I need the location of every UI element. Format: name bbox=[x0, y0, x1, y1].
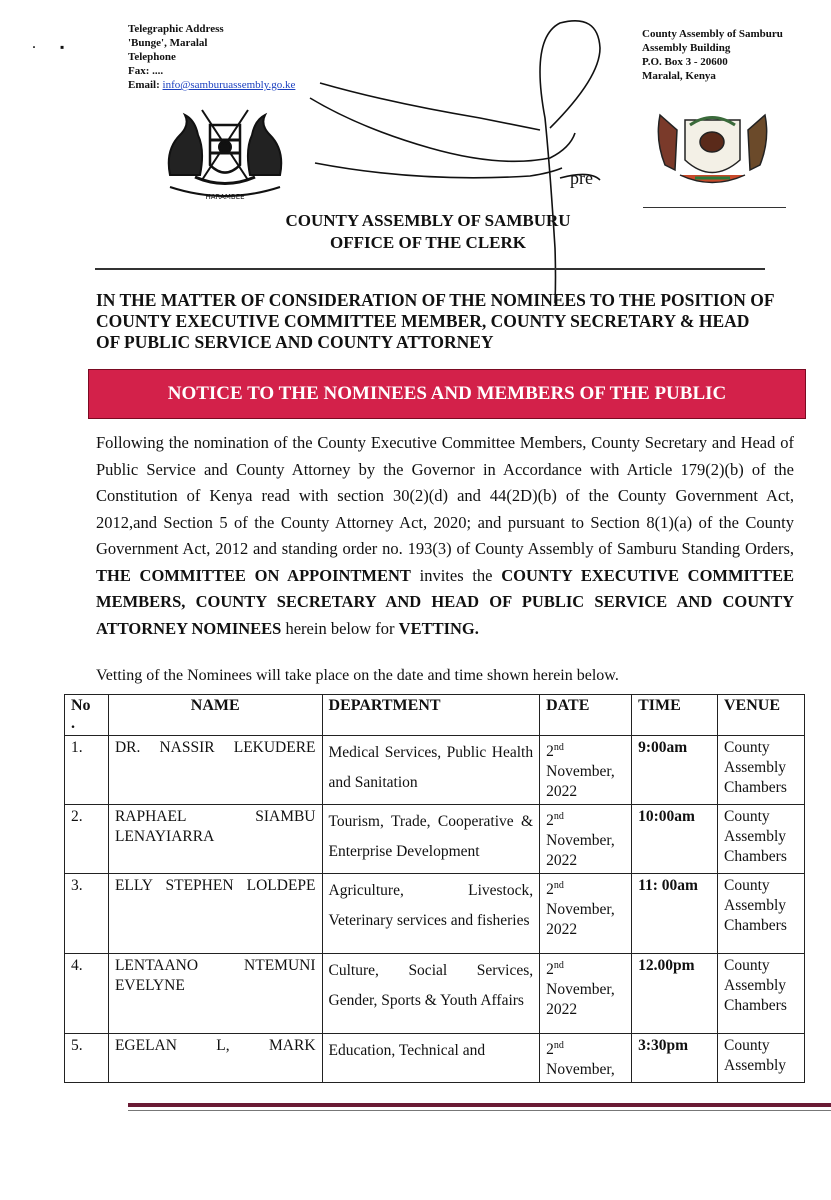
row-time: 9:00am bbox=[632, 736, 718, 805]
row-name bbox=[108, 736, 322, 805]
body-part3: herein below for bbox=[281, 618, 399, 638]
signature-text: pre bbox=[570, 168, 593, 188]
email-label: Email: bbox=[128, 79, 163, 91]
row-date-suffix: nd bbox=[553, 960, 564, 972]
telephone-label: Telephone bbox=[128, 51, 176, 63]
footer-rule bbox=[128, 1103, 831, 1107]
email-link[interactable]: info@samburuassembly.go.ke bbox=[162, 79, 296, 91]
body-committee: THE COMMITTEE ON APPOINTMENT bbox=[96, 565, 411, 585]
vetting-line: Vetting of the Nominees will take place on the date and time shown herein below. bbox=[96, 667, 619, 684]
row-no: 2. bbox=[65, 805, 109, 874]
row-department: Agriculture, Livestock, Veterinary services and fisheries bbox=[322, 874, 540, 954]
email-row bbox=[128, 78, 295, 92]
vetting-table bbox=[64, 694, 805, 1083]
assembly-name: County Assembly of Samburu bbox=[642, 28, 783, 40]
row-name bbox=[108, 1034, 322, 1083]
row-date-rest: November, 2022 bbox=[546, 832, 615, 870]
letterhead-left bbox=[128, 22, 295, 92]
row-venue: County Assembly Chambers bbox=[718, 805, 805, 874]
row-date bbox=[540, 805, 632, 874]
row-name-text: LENTAANO NTEMUNI EVELYNE bbox=[114, 957, 316, 995]
table-row bbox=[65, 1034, 805, 1083]
row-date-suffix: nd bbox=[553, 742, 564, 753]
body-part1: Following the nomination of the County Executive Committee Members, County Secretary and Head of Public Service and County Attorney by the Governor in Accordance with Article 179(2)(b) of the Constitution of Kenya read with section 30(2)(d) and 44(2D)(b) of the County Government Act, 2012,and Section 5 of the County Attorney Act, 2020; and pursuant to Section 8(1)(a) of the County Government Act, 2012 and standing order no. 193(3) of County Assembly of Samburu Standing Orders, bbox=[96, 433, 794, 558]
letterhead-right bbox=[642, 27, 783, 83]
header-name: NAME bbox=[108, 695, 322, 736]
town: Maralal, Kenya bbox=[642, 70, 716, 82]
row-venue: County Assembly Chambers bbox=[718, 736, 805, 805]
assembly-building: Assembly Building bbox=[642, 42, 731, 54]
row-venue: County Assembly Chambers bbox=[718, 874, 805, 954]
row-no: 4. bbox=[65, 954, 109, 1034]
row-name bbox=[108, 805, 322, 874]
row-no: 5. bbox=[65, 1034, 109, 1083]
page-title: COUNTY ASSEMBLY OF SAMBURU bbox=[285, 211, 571, 230]
body-part2: invites the bbox=[410, 565, 502, 585]
header-venue: VENUE bbox=[718, 695, 805, 736]
notice-body bbox=[96, 430, 794, 642]
title-block bbox=[0, 210, 831, 254]
row-no: 1. bbox=[65, 736, 109, 805]
row-department: Tourism, Trade, Cooperative & Enterprise Development bbox=[322, 805, 540, 874]
harambee-motto: HARAMBEE bbox=[205, 193, 245, 201]
row-time: 3:30pm bbox=[632, 1034, 718, 1083]
table-row bbox=[65, 874, 805, 954]
row-name-text: ELLY STEPHEN LOLDEPE bbox=[114, 877, 316, 895]
header-rule bbox=[95, 268, 765, 270]
signature-scribble bbox=[300, 8, 630, 308]
letterhead-right-rule bbox=[643, 207, 786, 208]
header-date: DATE bbox=[540, 695, 632, 736]
row-date-day: 2 bbox=[546, 881, 554, 899]
kenya-coat-of-arms-icon bbox=[150, 95, 300, 205]
matter-heading: IN THE MATTER OF CONSIDERATION OF THE NOMINEES TO THE POSITION OF COUNTY EXECUTIVE COMMITTEE MEMBER, COUNTY SECRETARY & HEAD OF PUBLIC SERVICE AND COUNTY ATTORNEY bbox=[96, 290, 774, 352]
row-name bbox=[108, 954, 322, 1034]
row-date-day: 2 bbox=[546, 961, 554, 979]
row-date-day: 2 bbox=[546, 1041, 554, 1059]
stray-marks: · ▪ bbox=[32, 40, 65, 54]
row-date-rest: November, 2022 bbox=[546, 901, 615, 939]
row-department: Medical Services, Public Health and Sanitation bbox=[322, 736, 540, 805]
row-date bbox=[540, 736, 632, 805]
row-date-suffix: nd bbox=[553, 811, 564, 823]
table-header-row bbox=[65, 695, 805, 736]
row-date-rest: November, 2022 bbox=[546, 763, 615, 801]
row-time: 11: 00am bbox=[632, 874, 718, 954]
body-vetting: VETTING. bbox=[398, 618, 479, 638]
row-venue: County Assembly Chambers bbox=[718, 954, 805, 1034]
row-date bbox=[540, 874, 632, 954]
row-time: 12.00pm bbox=[632, 954, 718, 1034]
row-time: 10:00am bbox=[632, 805, 718, 874]
body-nominees: COUNTY EXECUTIVE COMMITTEE MEMBERS, COUNTY SECRETARY AND HEAD OF PUBLIC SERVICE AND COUNTY ATTORNEY NOMINEES bbox=[96, 565, 794, 638]
table-row bbox=[65, 736, 805, 805]
row-venue: County Assembly bbox=[718, 1034, 805, 1083]
table-row bbox=[65, 954, 805, 1034]
row-name-text: RAPHAEL SIAMBU LENAYIARRA bbox=[114, 808, 316, 846]
header-department: DEPARTMENT bbox=[322, 695, 540, 736]
row-department: Culture, Social Services, Gender, Sports & Youth Affairs bbox=[322, 954, 540, 1034]
fax-label: Fax: .... bbox=[128, 65, 164, 77]
po-box: P.O. Box 3 - 20600 bbox=[642, 56, 728, 68]
row-date-rest: November, 2022 bbox=[546, 981, 615, 1019]
row-date bbox=[540, 954, 632, 1034]
samburu-county-crest-icon bbox=[645, 90, 780, 200]
row-name bbox=[108, 874, 322, 954]
table-row bbox=[65, 805, 805, 874]
row-department: Education, Technical and bbox=[322, 1034, 540, 1083]
row-date-day: 2 bbox=[546, 743, 554, 761]
bunge-maralal: 'Bunge', Maralal bbox=[128, 37, 208, 49]
row-date-suffix: nd bbox=[553, 1040, 564, 1052]
notice-banner: NOTICE TO THE NOMINEES AND MEMBERS OF THE PUBLIC bbox=[88, 369, 806, 419]
row-name-text: EGELAN L, MARK bbox=[114, 1037, 316, 1055]
row-date-rest: November, bbox=[546, 1061, 615, 1079]
office-title: OFFICE OF THE CLERK bbox=[330, 233, 526, 252]
telegraphic-address: Telegraphic Address bbox=[128, 23, 224, 35]
row-no: 3. bbox=[65, 874, 109, 954]
row-name-text: DR. NASSIR LEKUDERE bbox=[114, 739, 316, 756]
row-date-day: 2 bbox=[546, 812, 554, 830]
header-no-text: No bbox=[71, 697, 91, 714]
header-no-dot: . bbox=[71, 715, 75, 732]
header-no bbox=[65, 695, 109, 736]
row-date-suffix: nd bbox=[553, 880, 564, 892]
footer-rule-thin bbox=[128, 1110, 831, 1111]
row-date bbox=[540, 1034, 632, 1083]
header-time: TIME bbox=[632, 695, 718, 736]
